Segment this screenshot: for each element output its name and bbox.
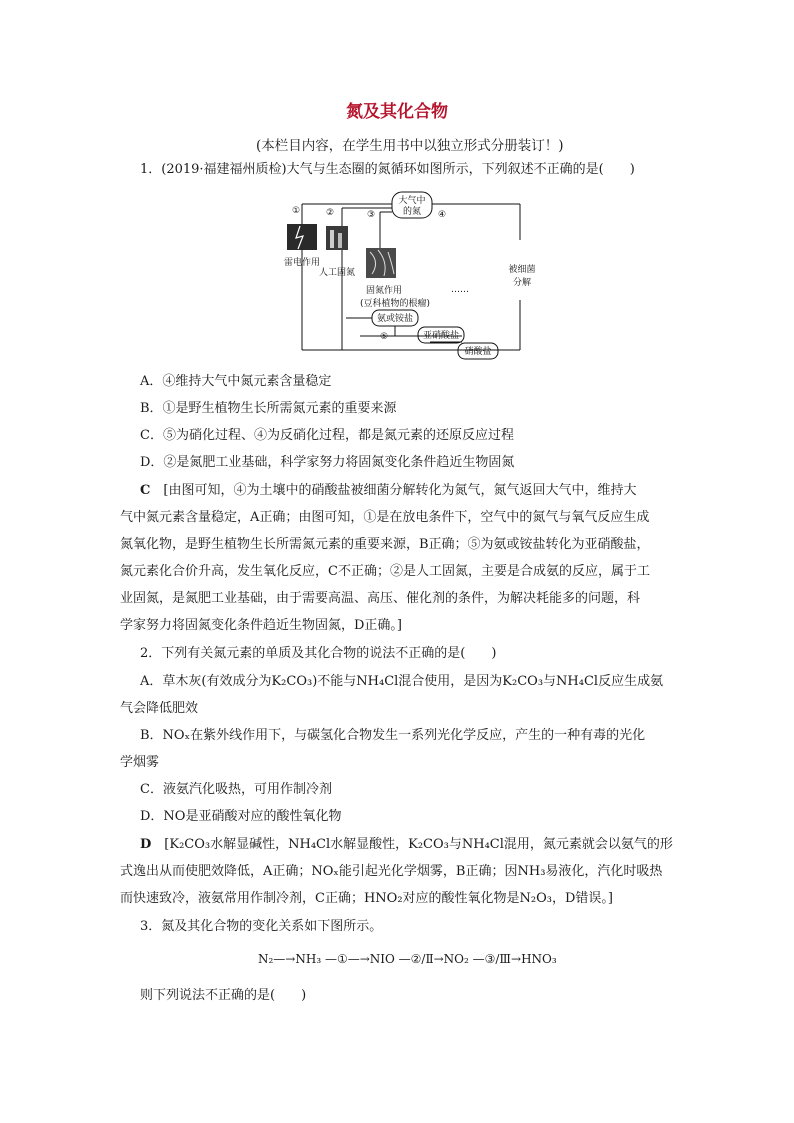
q2-explanation-line-3: 而快速致冷，液氨常用作制冷剂，C正确；HNO₂对应的酸性氧化物是N₂O₃，D错误。] <box>120 891 613 906</box>
q1-option-b: B．①是野生植物生长所需氮元素的重要来源 <box>140 401 397 416</box>
q1-option-a: A．④维持大气中氮元素含量稳定 <box>140 374 332 389</box>
q1-explanation-line-5: 业固氮，是氮肥工业基础，由于需要高温、高压、催化剂的条件，为解决耗能多的问题，科 <box>120 591 641 606</box>
factory-image <box>326 226 348 250</box>
bacteria-label-1: 被细菌 <box>508 265 536 275</box>
svg-text:固氮作用 <box>366 284 402 296</box>
ammonia-label: 氨或铵盐 <box>376 314 414 324</box>
q1-explanation-line-4: 氮元素化合价升高，发生氧化反应，C不正确；②是人工固氮，主要是合成氨的反应，属于工 <box>120 564 650 579</box>
q3-question: 则下列说法不正确的是( ) <box>140 988 307 1003</box>
bacteria-label-2: 分解 <box>512 278 532 288</box>
svg-text:雷电作用 <box>284 256 320 268</box>
q1-explanation-text-1: [由图可知，④为土壤中的硝酸盐被细菌分解转化为氮气，氮气返回大气中，维持大 <box>163 483 637 498</box>
step-1-label: ① <box>292 206 301 216</box>
page-title: 氮及其化合物 <box>346 102 448 122</box>
q3-reaction-chain: N₂—→NH₃ —①—→NⅠO —②/Ⅱ→NO₂ —③/Ⅲ→HNO₃ <box>258 952 557 966</box>
q1-answer: C <box>140 483 151 498</box>
nitrate-label: 硝酸盐 <box>464 347 492 357</box>
svg-text:亚硝酸盐 <box>423 329 459 341</box>
atmosphere-label-1: 大气中 <box>398 196 426 206</box>
svg-text:③ <box>367 210 375 220</box>
q2-option-b-line-2: 学烟雾 <box>120 755 160 770</box>
fixation-label: 固氮作用 <box>365 286 403 296</box>
svg-text:⑤ <box>380 332 388 342</box>
q3-stem: 3．氮及其化合物的变化关系如下图所示。 <box>140 919 383 934</box>
svg-text:大气中 <box>398 194 425 206</box>
q1-option-c: C．⑤为硝化过程、④为反硝化过程，都是氮元素的还原反应过程 <box>140 428 514 443</box>
step-2-label: ② <box>326 208 335 218</box>
q2-option-a-line-1: A．草木灰(有效成分为K₂CO₃)不能与NH₄Cl混合使用，是因为K₂CO₃与NH₄Cl反应生成氨 <box>140 674 664 689</box>
svg-text:硝酸盐 <box>464 345 491 357</box>
svg-text:的氮 <box>403 205 421 217</box>
page-subtitle: (本栏目内容，在学生用书中以独立形式分册装订！) <box>256 138 564 154</box>
svg-text:氨或铵盐 <box>377 312 413 324</box>
q1-explanation-line-6: 学家努力将固氮变化条件趋近生物固氮，D正确。] <box>120 618 402 633</box>
step-3-label: ③ <box>367 210 376 220</box>
svg-text:人工固氮 <box>319 266 355 278</box>
legume-label: (豆科植物的根瘤) <box>359 299 431 309</box>
svg-text:被细菌 <box>508 263 535 275</box>
q2-answer: D <box>140 837 152 852</box>
lightning-label: 雷电作用 <box>283 258 321 268</box>
q2-stem: 2．下列有关氮元素的单质及其化合物的说法不正确的是( ) <box>140 646 497 661</box>
q1-stem: 1．(2019·福建福州质检)大气与生态圈的氮循环如图所示，下列叙述不正确的是( ) <box>140 162 635 177</box>
q1-explanation-line-1 <box>140 481 680 501</box>
svg-text:…… <box>451 285 469 295</box>
q2-option-d: D．NO是亚硝酸对应的酸性氧化物 <box>140 809 342 824</box>
svg-text:分解 <box>513 276 531 288</box>
q2-explanation-line-1 <box>140 835 680 855</box>
svg-text:① <box>292 206 300 216</box>
q2-explanation-line-2: 式逸出从而使肥效降低，A正确；NOₓ能引起光化学烟雾，B正确；因NH₃易液化，汽化时吸热 <box>120 864 663 879</box>
diagram-ellipsis: …… <box>451 285 469 295</box>
nitrite-label: 亚硝酸盐 <box>422 331 460 341</box>
step-4-label: ④ <box>438 210 447 220</box>
q2-explanation-text-1: [K₂CO₃水解显碱性，NH₄Cl水解显酸性，K₂CO₃与NH₄Cl混用，氮元素就会以氨气的形 <box>164 837 673 852</box>
svg-text:② <box>326 208 334 218</box>
q2-option-c: C．液氨汽化吸热，可用作制冷剂 <box>140 782 332 797</box>
artificial-fixation-label: 人工固氮 <box>318 268 356 278</box>
svg-text:(豆科植物的根瘤) <box>360 297 430 309</box>
atmosphere-label-2: 的氮 <box>402 207 422 217</box>
q2-option-a-line-2: 气会降低肥效 <box>120 701 199 716</box>
q1-explanation-line-3: 氮氧化物，是野生植物生长所需氮元素的重要来源，B正确；⑤为氨或铵盐转化为亚硝酸盐， <box>120 537 650 552</box>
svg-text:④ <box>438 210 446 220</box>
q1-explanation-line-2: 气中氮元素含量稳定，A正确；由图可知，①是在放电条件下，空气中的氮气与氧气反应生成 <box>120 510 650 525</box>
q1-option-d: D．②是氮肥工业基础，科学家努力将固氮变化条件趋近生物固氮 <box>140 455 515 470</box>
q2-option-b-line-1: B．NOₓ在紫外线作用下，与碳氢化合物发生一系列光化学反应，产生的一种有毒的光化 <box>140 728 646 743</box>
step-5-label: ⑤ <box>380 332 389 342</box>
